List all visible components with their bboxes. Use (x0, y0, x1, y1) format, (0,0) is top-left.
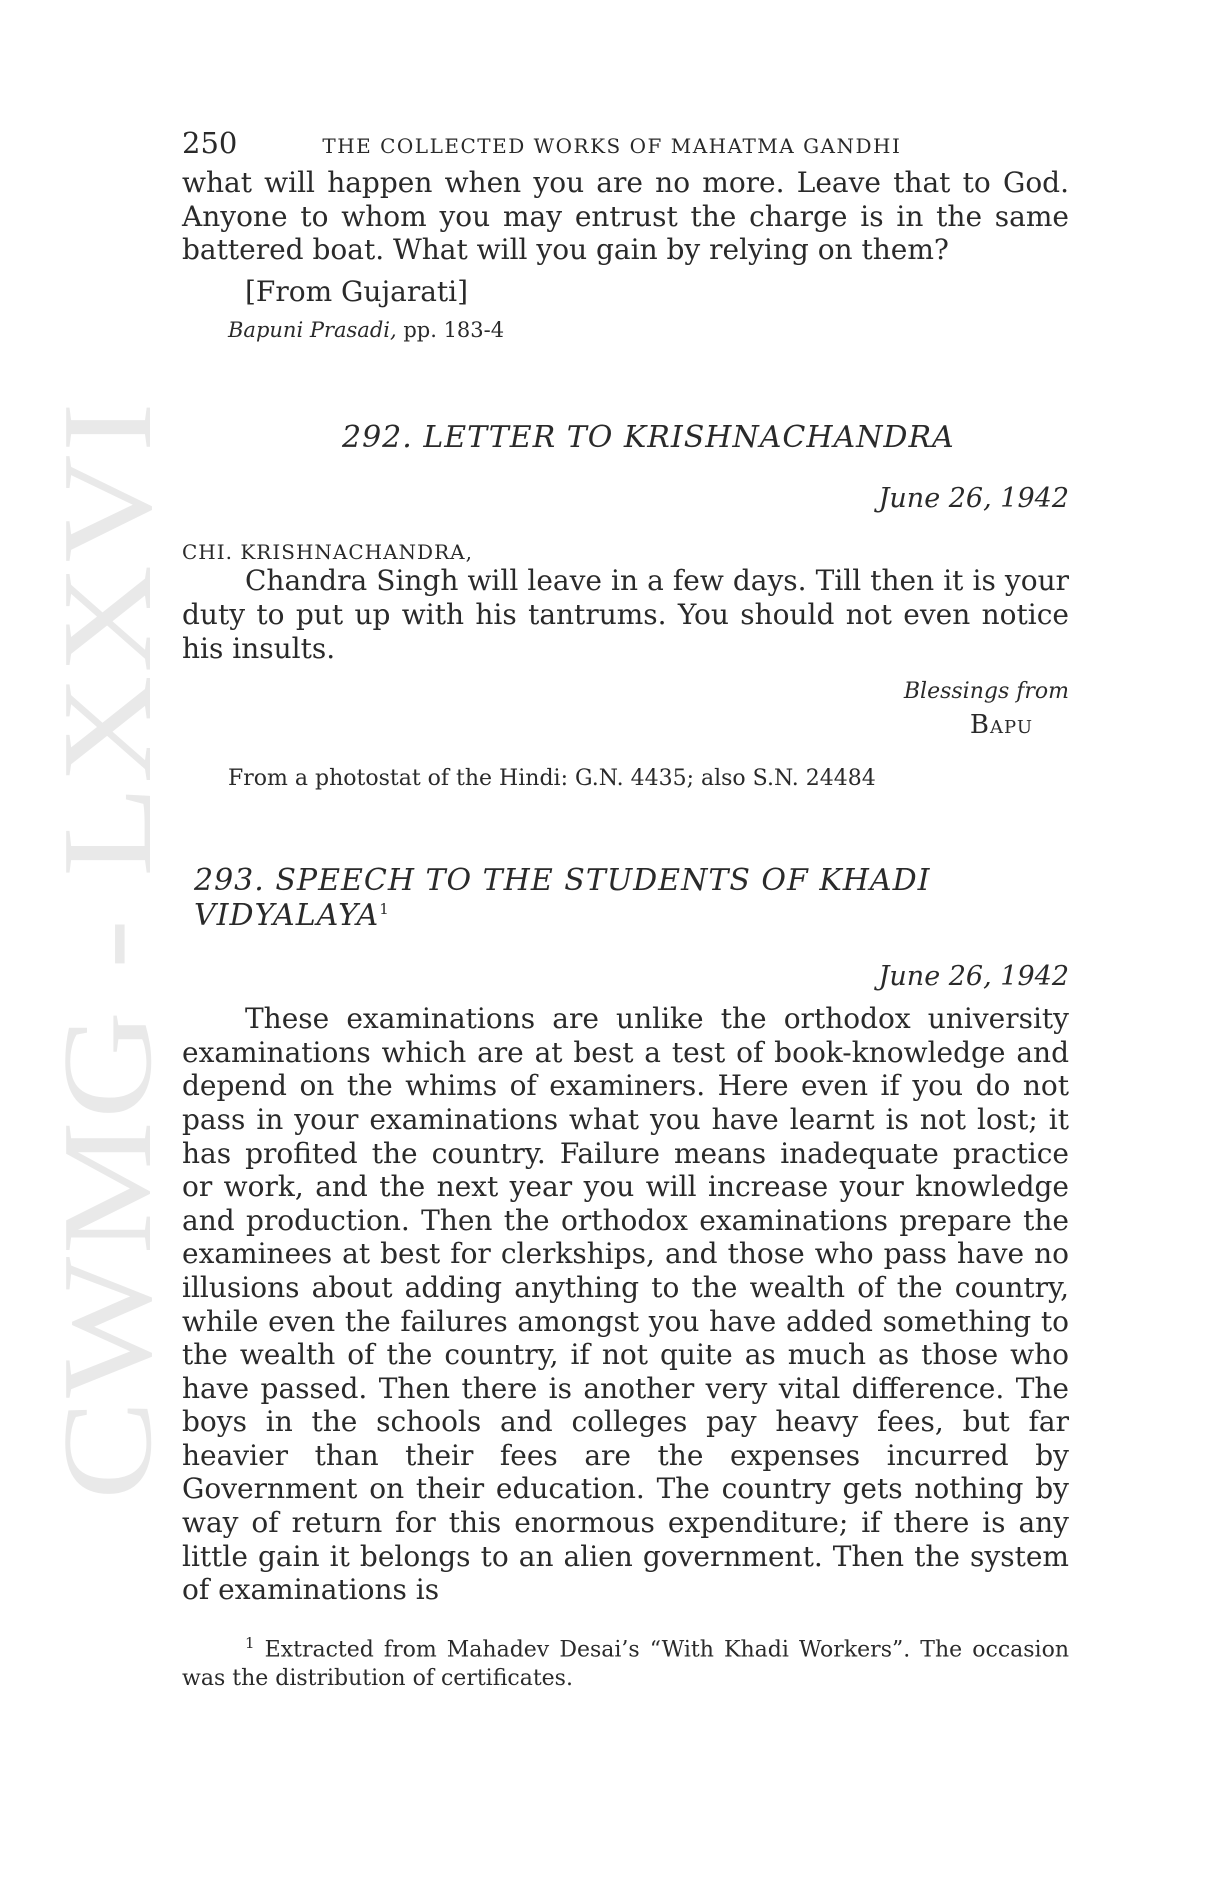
footnote-marker: 1 (245, 1633, 255, 1652)
running-head: THE COLLECTED WORKS OF MAHATMA GANDHI (322, 134, 902, 158)
source-pages: pp. 183-4 (396, 318, 505, 343)
source-citation (228, 318, 1069, 342)
item-292-salutation: CHI. KRISHNACHANDRA, (182, 540, 473, 565)
footnote-text-wrap (182, 1629, 1069, 1693)
watermark-text: CWMG - LXXVI (36, 558, 178, 1500)
item-292-source: From a photostat of the Hindi: G.N. 4435; also S.N. 24484 (228, 766, 876, 792)
source-title: Bapuni Prasadi, (228, 318, 397, 343)
continued-paragraph: what will happen when you are no more. Leave that to God. Anyone to whom you may entrust the charge is in the same battered boat. What will you gain by relying on them? (182, 166, 1069, 267)
page-header (182, 126, 1069, 166)
item-292-heading: 292. LETTER TO KRISHNACHANDRA (342, 420, 955, 456)
footnote-text: Extracted from Mahadev Desai’s “With Khadi Workers”. The occasion was the distribution of certificates. (182, 1637, 1069, 1692)
item-292-closing: Blessings from (903, 679, 1069, 705)
item-293-heading (194, 863, 1069, 933)
page (182, 126, 1069, 1693)
item-292-body: Chandra Singh will leave in a few days. Till then it is your duty to put up with his tantrums. You should not even notice his insults. (182, 564, 1069, 665)
item-293-heading-text: 293. SPEECH TO THE STUDENTS OF KHADI VIDYALAYA (194, 863, 931, 934)
item-292-signature: Bapu (969, 710, 1033, 741)
item-293-date: June 26, 1942 (878, 961, 1069, 993)
item-292-date: June 26, 1942 (878, 483, 1069, 515)
item-293-body: These examinations are unlike the orthodox university examinations which are at best a test of book-knowledge and depend on the whims of examiners. Here even if you do not pass in your examinations what you have learnt is not lost; it has profited the country. Failure means inadequate practice or work, and the next year you will increase your knowledge and production. Then the orthodox examinations prepare the examinees at best for clerkships, and those who pass have no illusions about adding anything to the wealth of the country, while even the failures amongst you have added something to the wealth of the country, if not quite as much as those who have passed. Then there is another very vital difference. The boys in the schools and colleges pay heavy fees, but far heavier than their fees are the expenses incurred by Government on their education. The country gets nothing by way of return for this enormous expenditure; if there is any little gain it belongs to an alien government. Then the system of examinations is (182, 1002, 1069, 1607)
footnote-ref: 1 (379, 900, 390, 919)
bracket-note: [From Gujarati] (245, 274, 469, 308)
footnote (182, 1629, 1069, 1693)
page-number: 250 (182, 126, 238, 160)
